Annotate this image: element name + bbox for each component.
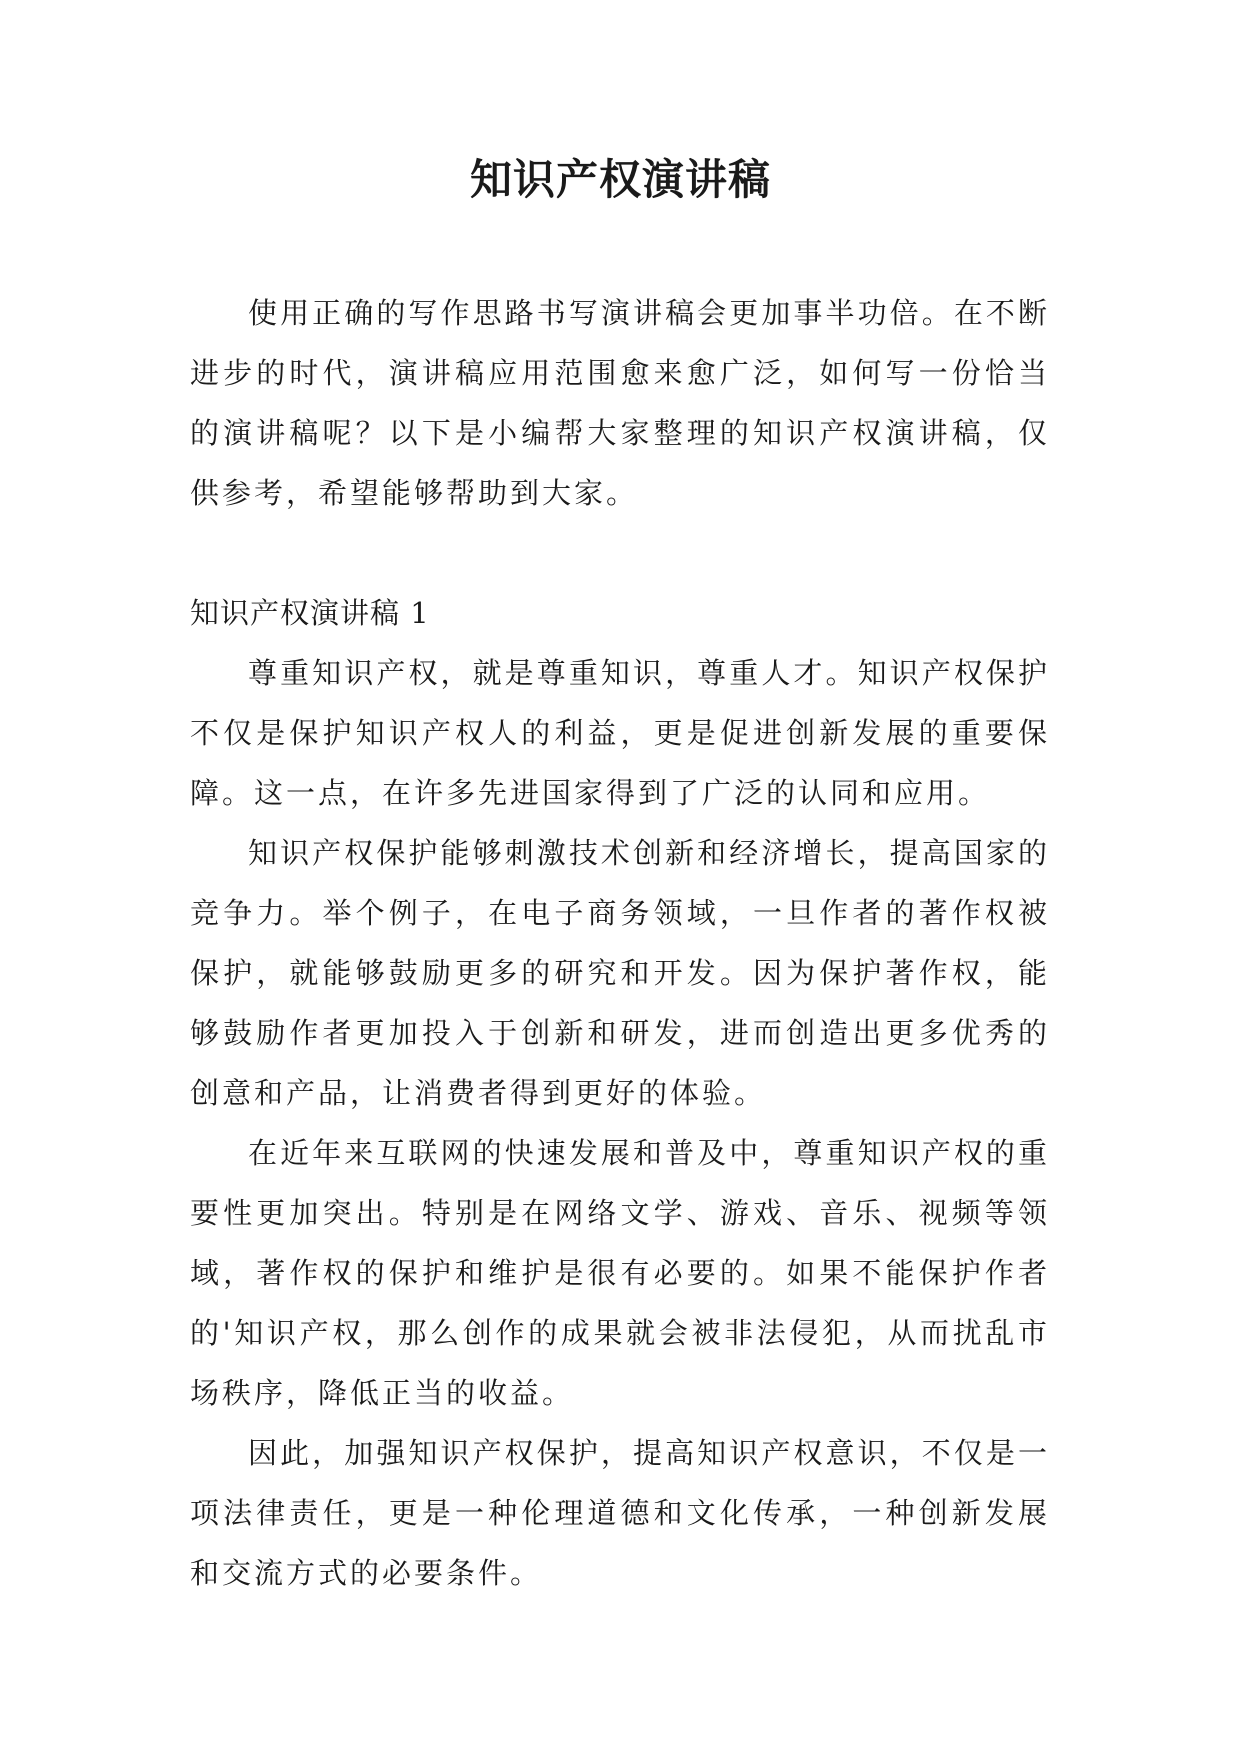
- body-paragraph-1: 尊重知识产权，就是尊重知识，尊重人才。知识产权保护不仅是保护知识产权人的利益，更是促进创新发展的重要保障。这一点，在许多先进国家得到了广泛的认同和应用。: [190, 656, 1050, 810]
- intro-paragraph: 使用正确的写作思路书写演讲稿会更加事半功倍。在不断进步的时代，演讲稿应用范围愈来愈广泛，如何写一份恰当的演讲稿呢？以下是小编帮大家整理的知识产权演讲稿，仅供参考，希望能够帮助到大家。: [190, 296, 1050, 510]
- document-title: 知识产权演讲稿: [469, 155, 771, 204]
- body-paragraph-2: 知识产权保护能够刺激技术创新和经济增长，提高国家的竞争力。举个例子，在电子商务领域，一旦作者的著作权被保护，就能够鼓励更多的研究和开发。因为保护著作权，能够鼓励作者更加投入于创新和研发，进而创造出更多优秀的创意和产品，让消费者得到更好的体验。: [190, 836, 1050, 1110]
- body-paragraph-4: 因此，加强知识产权保护，提高知识产权意识，不仅是一项法律责任，更是一种伦理道德和文化传承，一种创新发展和交流方式的必要条件。: [190, 1436, 1050, 1590]
- section-heading: 知识产权演讲稿 1: [190, 596, 430, 630]
- body-paragraph-3: 在近年来互联网的快速发展和普及中，尊重知识产权的重要性更加突出。特别是在网络文学、游戏、音乐、视频等领域，著作权的保护和维护是很有必要的。如果不能保护作者的'知识产权，那么创作的成果就会被非法侵犯，从而扰乱市场秩序，降低正当的收益。: [190, 1136, 1050, 1410]
- document-body: [190, 283, 1050, 1603]
